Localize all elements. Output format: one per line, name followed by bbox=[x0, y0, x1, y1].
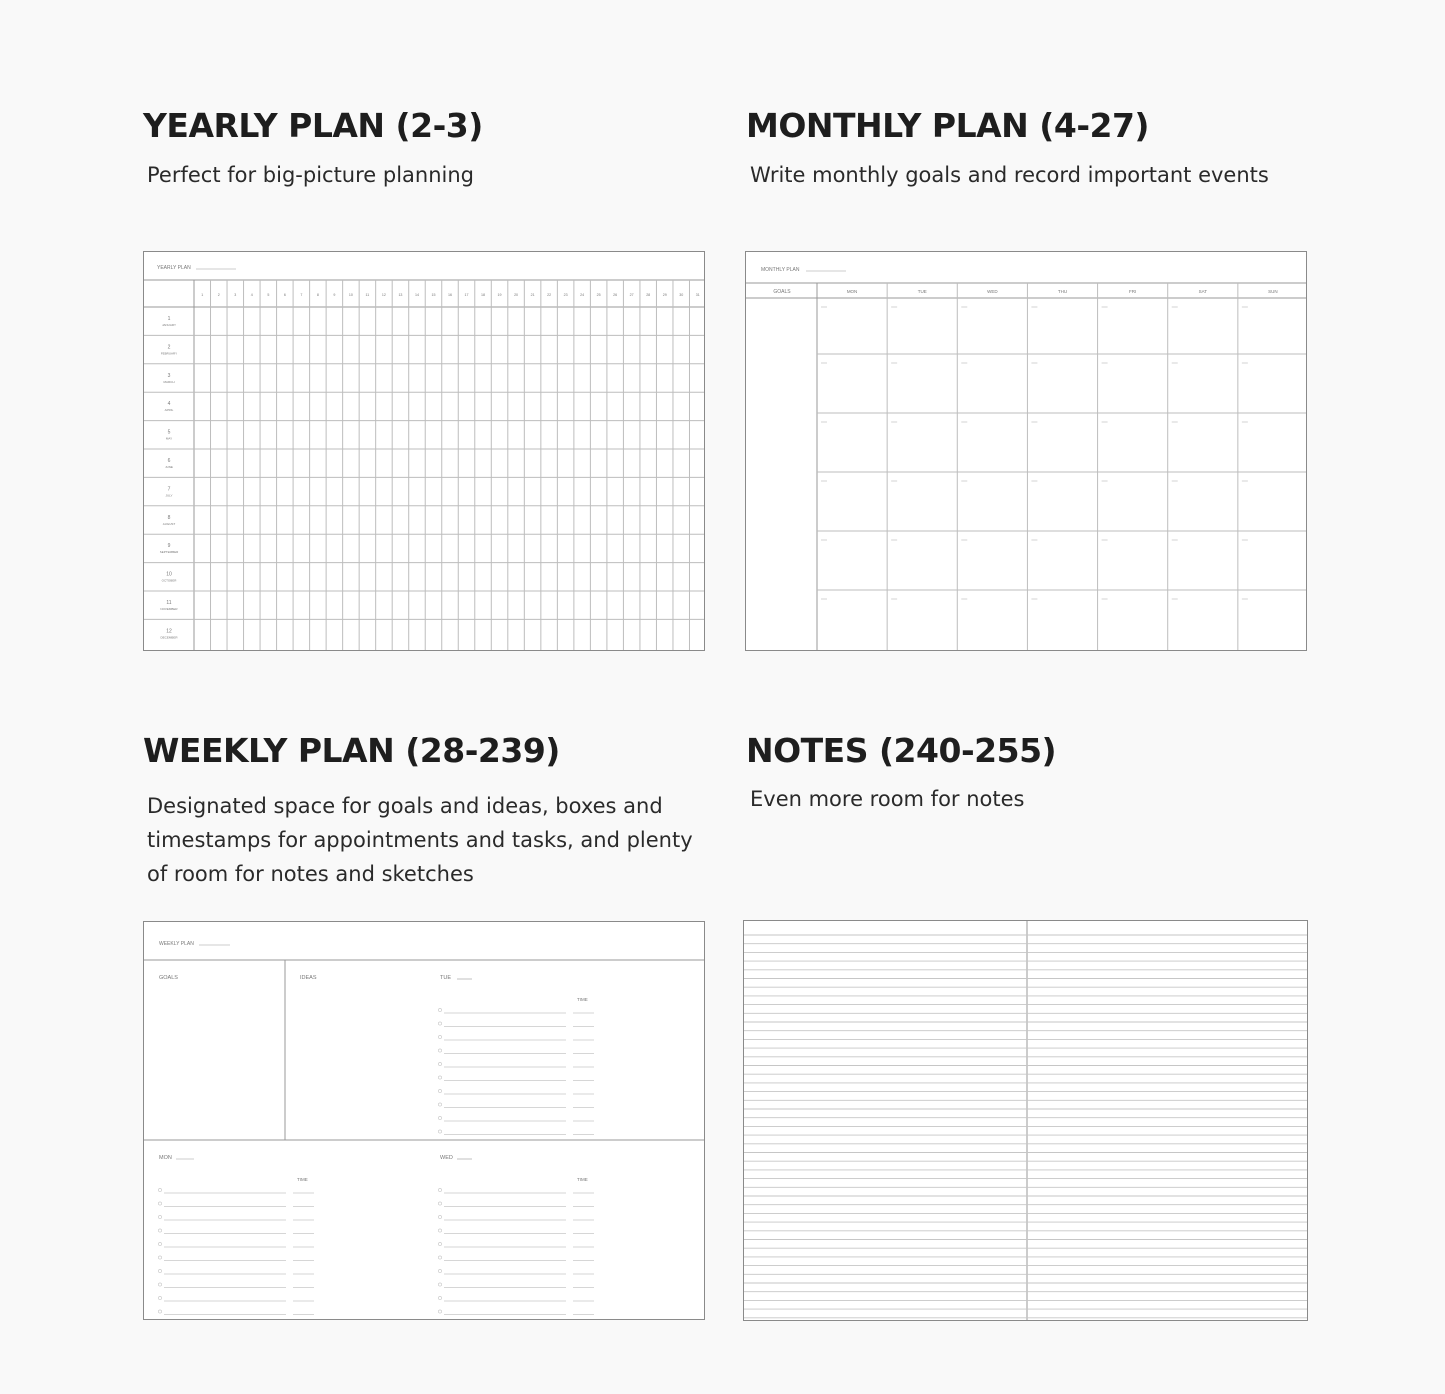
weekly-tue-checkbox bbox=[438, 1008, 441, 1011]
monthly-day-header: THU bbox=[1057, 289, 1068, 294]
weekly-mon-checkbox bbox=[158, 1202, 161, 1205]
yearly-day-number: 16 bbox=[448, 293, 452, 297]
yearly-month-number: 6 bbox=[167, 458, 171, 464]
yearly-day-number: 28 bbox=[646, 293, 651, 297]
yearly-day-number: 26 bbox=[613, 293, 618, 297]
weekly-wed-checkbox bbox=[438, 1296, 441, 1299]
yearly-day-number: 20 bbox=[514, 293, 519, 297]
yearly-month-name: DECEMBER bbox=[160, 635, 178, 640]
yearly-day-number: 30 bbox=[679, 293, 684, 297]
weekly-wed-checkbox bbox=[438, 1256, 441, 1259]
weekly-wed-checkbox bbox=[438, 1310, 441, 1313]
weekly-tue-checkbox bbox=[438, 1076, 441, 1079]
weekly-wed-checkbox bbox=[438, 1242, 441, 1245]
weekly-tue-checkbox bbox=[438, 1103, 441, 1106]
weekly-mon-checkbox bbox=[158, 1296, 161, 1299]
weekly-tue-checkbox bbox=[438, 1130, 441, 1133]
monthly-plan-title: MONTHLY PLAN (4-27) bbox=[746, 106, 1150, 145]
weekly-mon-checkbox bbox=[158, 1242, 161, 1245]
yearly-day-number: 3 bbox=[234, 293, 237, 297]
yearly-month-number: 7 bbox=[167, 486, 171, 493]
weekly-wed-checkbox bbox=[438, 1269, 441, 1272]
yearly-page-label: YEARLY PLAN bbox=[157, 265, 191, 271]
weekly-mon-time-label: TIME bbox=[297, 1177, 308, 1182]
yearly-plan-grid bbox=[144, 252, 705, 651]
weekly-tue-checkbox bbox=[438, 1116, 441, 1119]
yearly-month-name: JULY bbox=[165, 493, 173, 498]
weekly-mon-checkbox bbox=[158, 1256, 161, 1259]
yearly-day-number: 2 bbox=[217, 293, 220, 297]
weekly-tue-checkbox bbox=[438, 1049, 441, 1052]
yearly-day-number: 5 bbox=[267, 293, 270, 297]
weekly-ideas-label: IDEAS bbox=[300, 975, 317, 981]
yearly-month-number: 5 bbox=[167, 429, 171, 436]
yearly-day-number: 21 bbox=[530, 293, 535, 297]
weekly-plan-layout bbox=[144, 922, 705, 1320]
yearly-day-number: 18 bbox=[481, 293, 486, 297]
yearly-day-number: 11 bbox=[365, 293, 370, 297]
weekly-description-line-3: of room for notes and sketches bbox=[147, 862, 474, 886]
yearly-month-name: AUGUST bbox=[162, 521, 176, 526]
yearly-day-number: 8 bbox=[316, 293, 319, 297]
yearly-month-name: JUNE bbox=[165, 465, 173, 469]
yearly-day-number: 14 bbox=[414, 293, 419, 297]
yearly-month-name: JANUARY bbox=[162, 323, 176, 327]
weekly-description-line-1: Designated space for goals and ideas, boxes and bbox=[147, 794, 663, 818]
yearly-month-number: 11 bbox=[166, 600, 172, 606]
monthly-day-header: SAT bbox=[1198, 289, 1207, 294]
yearly-day-number: 15 bbox=[431, 293, 436, 297]
weekly-tue-checkbox bbox=[438, 1022, 441, 1025]
yearly-month-number: 1 bbox=[167, 316, 171, 322]
weekly-tue-checkbox bbox=[438, 1062, 441, 1065]
weekly-wed-checkbox bbox=[438, 1215, 441, 1218]
yearly-month-number: 10 bbox=[166, 571, 172, 578]
yearly-day-number: 24 bbox=[580, 293, 585, 297]
weekly-wed-checkbox bbox=[438, 1283, 441, 1286]
yearly-month-name: SEPTEMBER bbox=[159, 550, 179, 555]
yearly-month-number: 9 bbox=[167, 543, 171, 550]
yearly-day-number: 19 bbox=[497, 293, 502, 297]
yearly-day-number: 10 bbox=[348, 293, 353, 297]
yearly-day-number: 31 bbox=[695, 293, 700, 297]
weekly-plan-title: WEEKLY PLAN (28-239) bbox=[143, 731, 560, 770]
yearly-day-number: 9 bbox=[333, 293, 336, 297]
yearly-day-number: 23 bbox=[563, 293, 568, 297]
yearly-month-name: FEBRUARY bbox=[160, 351, 178, 356]
yearly-day-number: 6 bbox=[283, 293, 286, 297]
monthly-plan-page bbox=[745, 251, 1307, 651]
yearly-day-number: 29 bbox=[662, 293, 667, 297]
yearly-month-name: OCTOBER bbox=[161, 578, 177, 583]
monthly-day-header: MON bbox=[846, 289, 858, 294]
yearly-month-number: 3 bbox=[167, 372, 171, 379]
monthly-plan-grid bbox=[746, 252, 1307, 651]
weekly-wed-label: WED bbox=[440, 1155, 453, 1161]
notes-page bbox=[743, 920, 1308, 1321]
weekly-wed-checkbox bbox=[438, 1202, 441, 1205]
yearly-plan-page bbox=[143, 251, 705, 651]
weekly-wed-checkbox bbox=[438, 1188, 441, 1191]
yearly-month-number: 12 bbox=[166, 628, 172, 635]
yearly-day-number: 13 bbox=[398, 293, 403, 297]
weekly-plan-description bbox=[147, 789, 693, 891]
weekly-description-line-2: timestamps for appointments and tasks, and plenty bbox=[147, 828, 693, 852]
weekly-mon-checkbox bbox=[158, 1188, 161, 1191]
weekly-tue-time-label: TIME bbox=[577, 997, 588, 1002]
weekly-wed-time-label: TIME bbox=[577, 1177, 588, 1182]
weekly-tue-checkbox bbox=[438, 1089, 441, 1092]
yearly-day-number: 27 bbox=[629, 293, 634, 297]
monthly-day-header: FRI bbox=[1129, 289, 1137, 294]
yearly-day-number: 25 bbox=[596, 293, 601, 297]
weekly-page-label: WEEKLY PLAN bbox=[159, 941, 194, 947]
notes-title: NOTES (240-255) bbox=[746, 731, 1057, 770]
yearly-month-number: 4 bbox=[167, 401, 171, 408]
monthly-day-header: SUN bbox=[1268, 289, 1278, 294]
weekly-tue-label: TUE bbox=[440, 975, 451, 981]
yearly-month-name: MARCH bbox=[163, 379, 175, 384]
yearly-month-name: NOVEMBER bbox=[160, 607, 178, 611]
monthly-day-header: TUE bbox=[917, 289, 927, 294]
weekly-mon-checkbox bbox=[158, 1310, 161, 1313]
yearly-day-number: 4 bbox=[250, 293, 253, 297]
weekly-tue-checkbox bbox=[438, 1035, 441, 1038]
yearly-day-number: 1 bbox=[201, 293, 204, 297]
weekly-goals-label: GOALS bbox=[159, 975, 178, 981]
weekly-plan-page bbox=[143, 921, 705, 1320]
yearly-plan-title: YEARLY PLAN (2-3) bbox=[143, 106, 483, 145]
notes-description: Even more room for notes bbox=[750, 787, 1025, 811]
weekly-mon-checkbox bbox=[158, 1229, 161, 1232]
yearly-month-number: 2 bbox=[167, 344, 171, 351]
yearly-day-number: 12 bbox=[381, 293, 386, 297]
yearly-plan-description: Perfect for big-picture planning bbox=[147, 163, 475, 187]
yearly-month-name: MAY bbox=[165, 436, 173, 441]
monthly-page-label: MONTHLY PLAN bbox=[761, 267, 800, 273]
weekly-mon-checkbox bbox=[158, 1283, 161, 1286]
yearly-day-number: 22 bbox=[547, 293, 552, 297]
monthly-plan-description: Write monthly goals and record important events bbox=[750, 163, 1269, 187]
weekly-mon-label: MON bbox=[159, 1155, 172, 1161]
notes-ruled-lines bbox=[744, 921, 1308, 1321]
weekly-wed-checkbox bbox=[438, 1229, 441, 1232]
yearly-day-number: 7 bbox=[300, 293, 303, 297]
yearly-day-number: 17 bbox=[464, 293, 469, 297]
yearly-month-number: 8 bbox=[167, 514, 171, 521]
yearly-month-name: APRIL bbox=[164, 408, 174, 413]
monthly-day-header: WED bbox=[987, 289, 998, 294]
monthly-goals-label: GOALS bbox=[773, 289, 791, 295]
weekly-mon-checkbox bbox=[158, 1269, 161, 1272]
weekly-mon-checkbox bbox=[158, 1215, 161, 1218]
